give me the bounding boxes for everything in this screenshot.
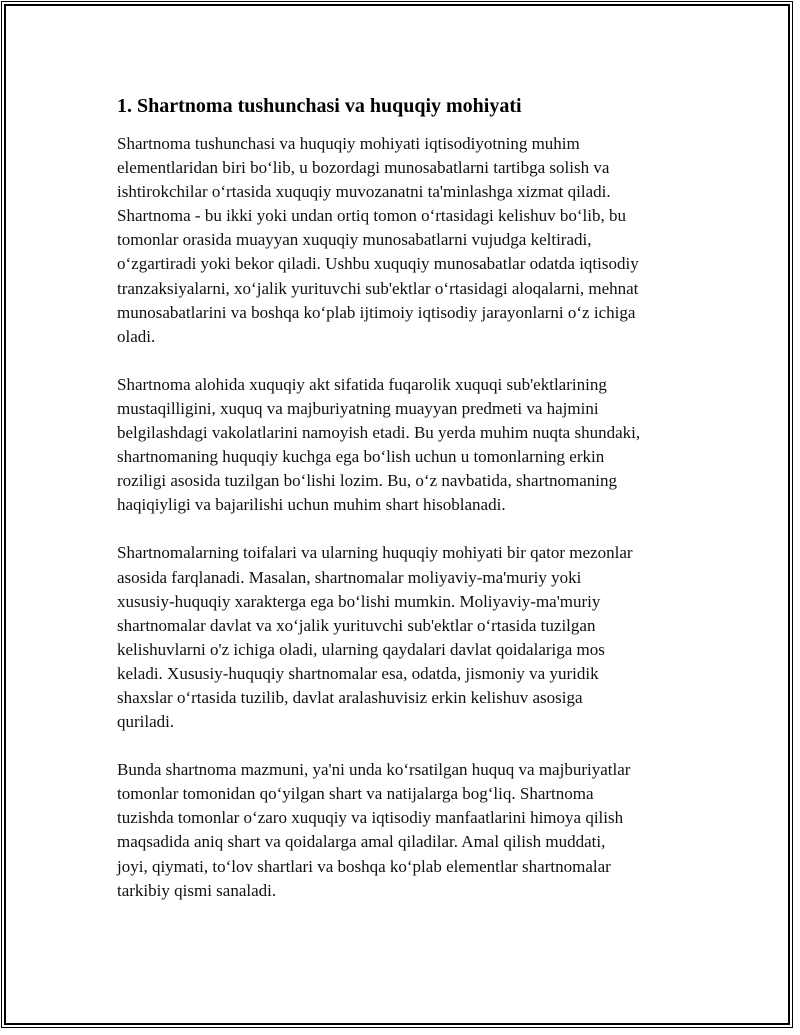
text-line: shaxslar o‘rtasida tuzilib, davlat aralashuvisiz erkin kelishuv asosiga <box>117 687 583 707</box>
text-line: asosida farqlanadi. Masalan, shartnomalar moliyaviy-ma'muriy yoki <box>117 567 582 587</box>
text-line: xususiy-huquqiy xarakterga ega bo‘lishi mumkin. Moliyaviy-ma'muriy <box>117 591 601 611</box>
text-line: quriladi. <box>117 712 175 732</box>
text-line: haqiqiyligi va bajarilishi uchun muhim shart hisoblanadi. <box>117 495 506 515</box>
text-line: keladi. Xususiy-huquqiy shartnomalar esa, odatda, jismoniy va yuridik <box>117 663 599 683</box>
text-line: oladi. <box>117 326 156 346</box>
text-line: kelishuvlarni o'z ichiga oladi, ularning qaydalari davlat qoidalariga mos <box>117 639 605 659</box>
text-line: mustaqilligini, xuquq va majburiyatning muayyan predmeti va hajmini <box>117 398 599 418</box>
text-line: tranzaksiyalarni, xo‘jalik yurituvchi sub'ektlar o‘rtasidagi aloqalarni, mehnat <box>117 278 639 298</box>
text-line: maqsadida aniq shart va qoidalarga amal qiladilar. Amal qilish muddati, <box>117 832 606 852</box>
section-heading: 1. Shartnoma tushunchasi va huquqiy mohiyati <box>117 95 522 117</box>
text-line: Shartnoma alohida xuquqiy akt sifatida fuqarolik xuquqi sub'ektlarining <box>117 374 607 394</box>
text-line: munosabatlarini va boshqa ko‘plab ijtimoiy iqtisodiy jarayonlarni o‘z ichiga <box>117 302 636 322</box>
text-line: shartnomalar davlat va xo‘jalik yurituvchi sub'ektlar o‘rtasida tuzilgan <box>117 615 596 635</box>
text-line: Bunda shartnoma mazmuni, ya'ni unda ko‘rsatilgan huquq va majburiyatlar <box>117 760 631 780</box>
text-line: tuzishda tomonlar o‘zaro xuquqiy va iqtisodiy manfaatlarini himoya qilish <box>117 808 624 828</box>
text-line: tomonlar tomonidan qo‘yilgan shart va natijalarga bog‘liq. Shartnoma <box>117 784 594 804</box>
text-line: tarkibiy qismi sanaladi. <box>117 880 277 900</box>
text-line: elementlaridan biri bo‘lib, u bozordagi munosabatlarni tartibga solish va <box>117 158 610 178</box>
text-line: ishtirokchilar o‘rtasida xuquqiy muvozanatni ta'minlashga xizmat qiladi. <box>117 182 611 202</box>
text-line: shartnomaning huquqiy kuchga ega bo‘lish uchun u tomonlarning erkin <box>117 447 605 467</box>
paragraph-4 <box>117 758 697 903</box>
text-line: roziligi asosida tuzilgan bo‘lishi lozim. Bu, o‘z navbatida, shartnomaning <box>117 471 617 491</box>
text-line: tomonlar orasida muayyan xuquqiy munosabatlarni vujudga keltiradi, <box>117 230 592 250</box>
paragraph-3 <box>117 541 697 734</box>
document-body <box>117 92 697 927</box>
paragraph-1 <box>117 132 697 349</box>
text-line: Shartnomalarning toifalari va ularning huquqiy mohiyati bir qator mezonlar <box>117 543 633 563</box>
text-line: joyi, qiymati, to‘lov shartlari va boshqa ko‘plab elementlar shartnomalar <box>117 856 611 876</box>
text-line: Shartnoma tushunchasi va huquqiy mohiyati iqtisodiyotning muhim <box>117 134 580 153</box>
text-line: belgilashdagi vakolatlarini namoyish etadi. Bu yerda muhim nuqta shundaki, <box>117 423 641 443</box>
text-line: Shartnoma - bu ikki yoki undan ortiq tomon o‘rtasidagi kelishuv bo‘lib, bu <box>117 206 626 226</box>
paragraph-2 <box>117 373 697 518</box>
text-line: o‘zgartiradi yoki bekor qiladi. Ushbu xuquqiy munosabatlar odatda iqtisodiy <box>117 254 639 274</box>
